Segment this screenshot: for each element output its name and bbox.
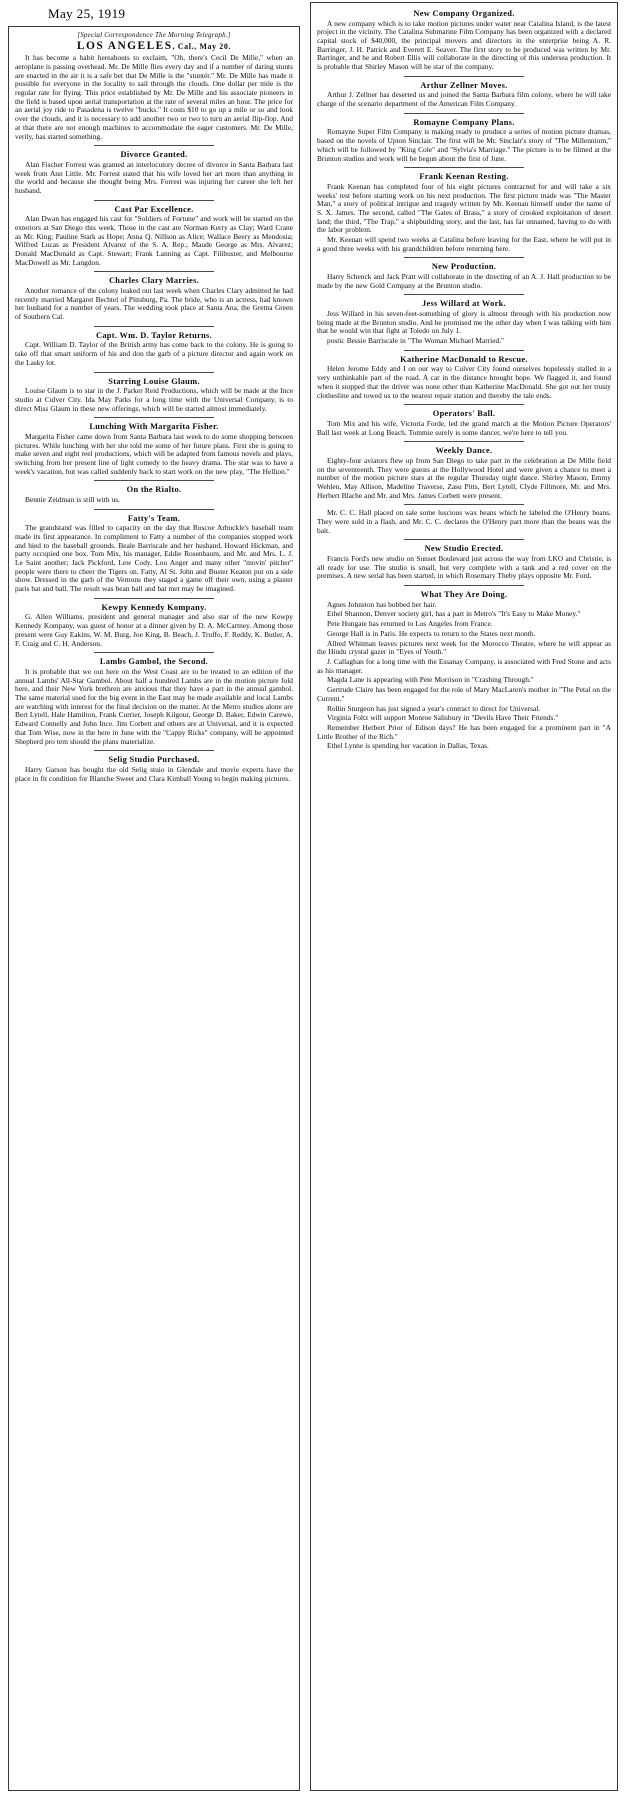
- section-headline: Jess Willard at Work.: [421, 299, 506, 309]
- article-paragraph: Ethel Lynne is spending her vacation in Dallas, Texas.: [327, 741, 489, 751]
- article-paragraph: Francis Ford's new studio on Sunset Boulevard just across the way from LKO and Christie, is all ready for use. The studio is small, but very complete with a tank and a red cover on the premises. A new serial has been started, in which Rosemary Theby plays opposite Mr. Ford.: [317, 554, 611, 581]
- section-headline: Selig Studio Purchased.: [108, 755, 200, 765]
- article-paragraph: Jess Willard in his seven-feet-something of glory is almost through with his production now being made at the Brunton studio. And he promised me the other day when I was talking with him that he would win that fight at Toledo on July 1.: [317, 309, 611, 336]
- section-divider: [94, 145, 214, 146]
- article-paragraph: Gertrude Claire has been engaged for the role of Mary MacLaren's mother in "The Petal on the Current.": [317, 685, 611, 703]
- page-dateline: May 25, 1919: [48, 6, 126, 21]
- section-headline: Weekly Dance.: [435, 446, 493, 456]
- article-paragraph: Agnes Johnston has bobbed her hair.: [327, 599, 437, 609]
- section-headline: Romayne Company Plans.: [413, 117, 515, 127]
- section-divider: [404, 167, 524, 168]
- right-column-content: [317, 9, 611, 751]
- section-divider: [404, 585, 524, 586]
- city-name: LOS ANGELES: [76, 39, 173, 52]
- article-paragraph: Frank Keenan has completed four of his eight pictures contracted for and will take a six weeks' rest before starting work on his next production. The first picture made was "The Master Man," a story of political intrigue and tragedy written by Mr. Keenan himself under the name of S. X. James. The second, called "The Gates of Brass," a story of crooked exploitation of desert land; the third, "The Trap," a shipbuilding story, and the last, has far unnamed, having to do with the labor problem.: [317, 181, 611, 235]
- article-paragraph: Rollin Sturgeon has just signed a year's contract to direct for Universal.: [327, 703, 541, 713]
- section-divider: [404, 76, 524, 77]
- section-headline: Fatty's Team.: [127, 513, 181, 523]
- article-paragraph: Mr. Keenan will spend two weeks at Catalina before leaving for the East, where he will put in a good three weeks with his grandchildren before returning here.: [317, 235, 611, 253]
- article-paragraph: It is probable that we out here on the West Coast are to be treated to an edition of the annual Lambs' All-Star Gambol. About half a hundred Lambs are in the motion picture fold here, and their New York brethren are anxious that they have a part in the annual gambol. The same material used for the big event in the East may be made available and local Lambs are watching with interest for the final decision on the matter. At the Metro studios alone are Bert Lytell, Hale Hamilton, Frank Currier, Joseph Kilgour, George D. Baker, Edwin Carewe, Edward Connelly and John Ince. Jim Corbett and others are at Universal, and it is expected that Tom Wise, now in the here in June with the "Cappy Ricks" company, will be appointed Shepherd pro tem should the plans materialize.: [15, 666, 293, 746]
- section-divider: [94, 417, 214, 418]
- article-paragraph: Helen Jerome Eddy and I on our way to Culver City found ourselves hopelessly stalled in a very unthinkable part of the road. A car in the distance brought hope. We flagged it, and found when it stopped that the driver was none other than Katherine MacDonald. She got out her trusty clothesline and towed us to the nearest repair station and thereby the tale ends.: [317, 364, 611, 400]
- article-paragraph: A new company which is to take motion pictures under water near Catalina Island, is the latest project in the vicinity. The Catalina Submarine Film Company has been organized with a declared capital stock of $40,000, the principal movers and directors in the enterprise being A. R. Barringer, J. H. Patrick and Everett E. Seaver. The first story to be produced was written by Mr. Barringer, and he and Robert Ellis will collaborate in the directing of this undersea production. It is probable that Shirley Mason will be star of the company.: [317, 18, 611, 72]
- article-paragraph: Mr. C. C. Hall placed on sale some luscious wax beans which he labeled the O'Henry beans. They were sold in a flash, and Mr. C. C. declares the O'Henry part more than the beans was the bait.: [317, 508, 611, 535]
- section-divider: [94, 271, 214, 272]
- section-headline: Katherine MacDonald to Rescue.: [400, 354, 528, 364]
- article-paragraph: It has become a habit hereabouts to exclaim, "Oh, there's Cecil De Mille," when an aeroplane is passing overhead. Mr. De Mille flies every day and if a number of daring stunts are enacted in the air it is a safe bet that De Mille is the "stuntér." Mr. De Mille has made it possible for everyone in the locality to sail through the clouds. One dollar per mile is the regular rate for flying. This price established by Mr. De Mille and his associate pioneers in the field is based upon aerial transportation at the rate of several miles an hour. The price for an aerial joy ride to Pasadena is twelve "bucks." It costs $10 to go up a mile or so and look over the clouds, and it is necessary to add another two or two to turn an aerial flip-flop. And at that there are not enough machines to accommodate the eager customers. Mr. De Mille, verily, has started something.: [15, 53, 293, 141]
- article-paragraph: Bennie Zeidman is still with us.: [25, 494, 121, 504]
- section-divider: [404, 441, 524, 442]
- section-divider: [94, 598, 214, 599]
- article-paragraph: Alan Fischer Forrest was granted an interlocutory decree of divorce in Santa Barbara last week from Ann Little. Mr. Forrest stated that his wife loved her art more than anything in the world and because she thought being Mrs. Forrest was injuring her career she left her husband.: [15, 159, 293, 195]
- article-paragraph: Capt. William D. Taylor of the British army has come back to the colony. He is going to take off that smart uniform of his and don the garb of a picture director and again work on the Lasky lot.: [15, 340, 293, 367]
- right-column: [310, 2, 618, 1791]
- article-paragraph: Another romance of the colony leaked out last week when Charles Clary admitted he had recently married Margaret Bechtel of Pittsburg, Pa. The bride, who is an actress, had known her husband for a number of years. The wedding took place at Santa Ana, the Gretna Green of Southern Cal.: [15, 286, 293, 322]
- article-paragraph: Remember Herbert Prior of Edison days? He has been engaged for a prominent part in "A Little Brother of the Rich.": [317, 722, 611, 741]
- correspondence-credit: [Special Correspondence The Morning Telegraph.]: [77, 31, 231, 39]
- section-headline: Divorce Granted.: [120, 150, 188, 160]
- article-paragraph: Ethel Shannon, Denver society girl, has a part in Metro's "It's Easy to Make Money.": [327, 609, 581, 619]
- article-paragraph: Arthur J. Zellner has deserted us and joined the Santa Barbara film colony, where he will take charge of the scenario department of the American Film Company.: [317, 90, 611, 109]
- article-paragraph: Allred Whitman leaves pictures next week for the Morocco Theatre, where he will appear as the Hindu crystal gazer in "Eyes of Youth.": [317, 638, 611, 657]
- article-paragraph: Pete Hungate has returned to Los Angeles from France.: [327, 619, 493, 629]
- section-headline: New Production.: [431, 262, 497, 272]
- article-paragraph: Margarita Fisher came down from Santa Barbara last week to do some shopping between pictures. While lunching with her she told me some of her future plans. First she is going to make seven and eight reel productions, which will be adapted from famous novels and plays, switching from her present line of light comedy to the heavy drama. The star was to have a week's vacation, but was called suddenly back to start work on the new play, "The Hellion.": [15, 431, 293, 476]
- section-divider: [404, 350, 524, 351]
- section-headline: Frank Keenan Resting.: [419, 172, 509, 182]
- section-headline: Charles Clary Marries.: [108, 276, 200, 286]
- section-headline: Lambs Gambol, the Second.: [99, 657, 209, 667]
- article-paragraph: Eighty-four aviators flew up from San Diego to take part in the celebration at De Mille field on the seventeenth. They were guests at the Hollywood Hotel and were given a chance to meet a number of the motion picture stars at the regular Thursday night dance. Shirley Mason, Emmy Wehlen, May Allison, Madeline Traverse, Zasu Pitts, Bert Lytell, Clyde Fillmore, Mr. and Mrs. Herbert Blache and Mr. and Mrs. James Corbett were present.: [317, 455, 611, 500]
- section-divider: [404, 113, 524, 114]
- section-headline: New Studio Erected.: [424, 544, 504, 554]
- section-headline: Kewpy Kennedy Kompany.: [101, 602, 207, 612]
- section-headline: New Company Organized.: [413, 9, 515, 18]
- section-headline: Operators' Ball.: [432, 409, 496, 419]
- article-paragraph: Magda Lane is appearing with Pete Morrison in "Crashing Through.": [327, 675, 534, 685]
- section-headline: On the Rialto.: [126, 485, 182, 495]
- article-paragraph: Romayne Super Film Company is making ready to produce a series of motion picture dramas, based on the novels of Upton Sinclair. The first will be Mr. Sinclair's story of "The Millennium," which will be followed by "King Cole" and "Sylvia's Marriage." The picture is to be filmed at the Brunton studios and work will be begun about the first of June.: [317, 127, 611, 163]
- section-divider: [404, 539, 524, 540]
- section-headline: Capt. Wm. D. Taylor Returns.: [95, 330, 213, 340]
- city-date: , Cal., May 20.: [172, 41, 232, 51]
- section-divider: [94, 372, 214, 373]
- article-paragraph: Louise Glaum is to star in the J. Parker Reid Productions, which will be made at the Ince studio at Culver City. Ida May Parks for a long time with the Universal Company, is to direct Miss Glaum in these new offerings, which will be started almost immediately.: [15, 386, 293, 413]
- section-divider: [94, 200, 214, 201]
- article-paragraph: Harry Schenck and Jack Pratt will collaborate in the directing of an A. J. Hall production to be made by the new Gold Company at the Brunton studio.: [317, 272, 611, 290]
- article-paragraph: Tom Mix and his wife, Victoria Forde, led the grand march at the Motion Picture Operators' Ball last week at Long Beach. Tommie surely is some dancer, we're here to tell you.: [317, 418, 611, 437]
- article-paragraph: Alan Dwan has engaged his cast for "Soldiers of Fortune" and work will be started on the exteriors at San Diego this week. Those in the cast are Norman Kerry as Clay; Ward Crane as Mr. King; Pauline Stark as Hope; Anna Q. Nillson as Alice; Wallace Beery as Mendosia; Wilfred Lucas as President Alvarez of the S. A. Rep.; Maude George as Mrs. Alvarez; Donald MacDonald as Capt. Stewart; Frank Lanning as Capt. Filibuster, and Melbourne MacDowell as Mr. Langdon.: [15, 214, 293, 267]
- left-column-content: [15, 31, 293, 783]
- section-divider: [404, 504, 524, 505]
- section-headline: Starring Louise Glaum.: [108, 376, 200, 386]
- article-paragraph: Harry Garson has bought the old Selig stuio in Glendale and movie experts have the place in fit condition for Blanche Sweet and Clara Kimball Young to begin making pictures.: [15, 764, 293, 783]
- left-column: [8, 26, 300, 1791]
- section-divider: [94, 652, 214, 653]
- section-divider: [404, 257, 524, 258]
- section-headline: Arthur Zellner Moves.: [420, 80, 508, 90]
- article-paragraph: Virginia Foltz will support Monroe Salisbury in "Devils Have Their Friends.": [327, 713, 559, 723]
- city-headline: [15, 39, 293, 52]
- section-headline: Cast Par Excellence.: [114, 204, 194, 214]
- section-divider: [94, 480, 214, 481]
- section-divider: [404, 294, 524, 295]
- section-divider: [404, 404, 524, 405]
- section-headline: What They Are Doing.: [420, 590, 508, 600]
- article-paragraph: George Hall is in Paris. He expects to return to the States next month.: [327, 628, 536, 638]
- article-paragraph: The grandstand was filled to capacity on the day that Roscoe Arbuckle's baseball team made its first appearance. In compliment to Fatty a number of the companies stopped work and hied to the baseball grounds. Beale Barriscale and her husband, Howard Hickman, and party occupied one box. Tom Mix, his manager, Eddie Rosenbaum, and Mr. and Mrs. L. J. Le Saint another; Jack Pickford, Lew Cody, Lou Anger and many other "movin' pitcher" people were there to cheer the Tigers on. Fatty, Al St. John and Buster Keaton put on a side show. Dressed in the garb of the Vernons they staged a game off their own, using a plaster paris bat and ball. The result was bean ball and bat met may be imagined.: [15, 523, 293, 594]
- section-divider: [94, 750, 214, 751]
- section-headline: Lunching With Margarita Fisher.: [89, 422, 219, 432]
- section-divider: [94, 509, 214, 510]
- section-divider: [94, 326, 214, 327]
- article-paragraph: G. Allen Williams, president and general manager and also star of the new Kewpy Kennedy Kompany, was guest of honor at a dinner given by D. A. McCartney. Among those present were Guy Eakins, W. M. Burg, Joe King, B. Beach, J. Truffo, F. Reddy, K. Butler, A. F. Craig and C. H. Anderson.: [15, 612, 293, 648]
- article-paragraph: postic Bessie Barriscale in "The Woman Michael Married.": [327, 336, 505, 346]
- article-paragraph: J. Callaghan for a long time with the Essanay Company, is associated with Fred Stone and acts as his manager.: [317, 656, 611, 675]
